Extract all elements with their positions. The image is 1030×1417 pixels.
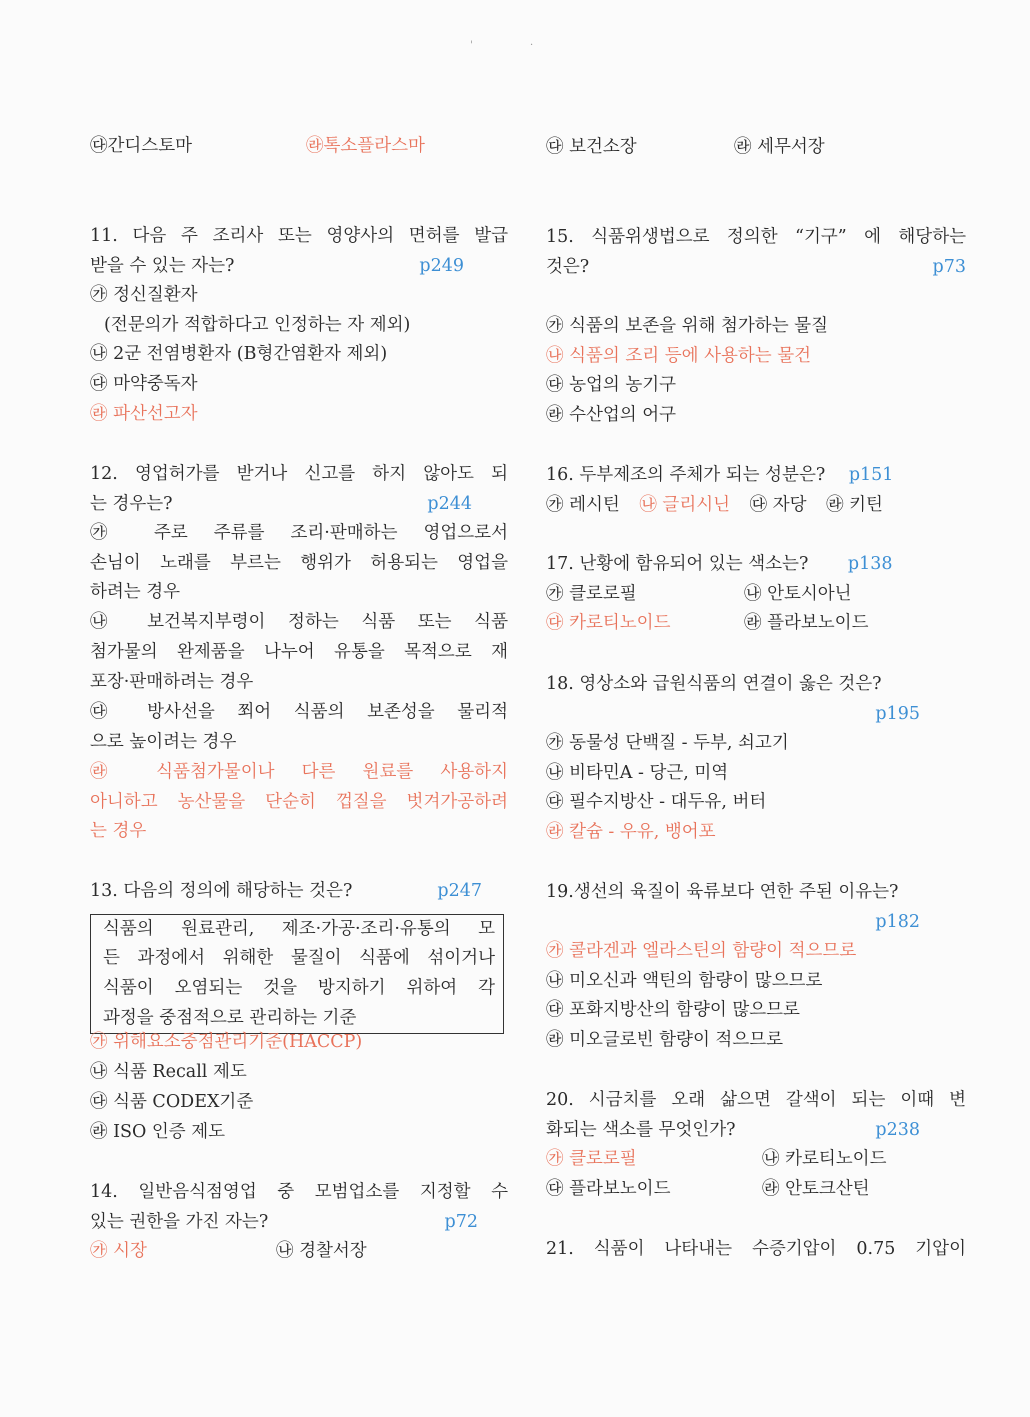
question-14-option-a-answer: ㉮ 시장 bbox=[90, 1241, 147, 1261]
question-20-options-row2 bbox=[546, 1177, 966, 1201]
question-20-text-cont: 화되는 색소를 무엇인가? p238 bbox=[546, 1120, 920, 1140]
page-reference: p247 bbox=[437, 881, 482, 901]
question-11-option-b: ㉯ 2군 전염병환자 (B형간염환자 제외) bbox=[90, 344, 388, 364]
definition-line: 식품이 오염되는 것을 방지하기 위하여 각 bbox=[103, 978, 495, 998]
page-reference: p238 bbox=[875, 1120, 920, 1140]
page-reference: p249 bbox=[419, 256, 464, 276]
question-11-option-a-note: (전문의가 적합하다고 인정하는 자 제외) bbox=[104, 315, 411, 335]
question-18-text: 18. 영상소와 급원식품의 연결이 옳은 것은? bbox=[546, 674, 882, 694]
question-11-text: 11. 다음 주 조리사 또는 영양사의 면허를 발급 bbox=[90, 226, 508, 246]
question-13-option-a-answer: ㉮ 위해요소중점관리기준(HACCP) bbox=[90, 1032, 363, 1052]
question-17-option-b: ㉯ 안토시아닌 bbox=[744, 584, 852, 604]
question-12-text: 12. 영업허가를 받거나 신고를 하지 않아도 되 bbox=[90, 464, 508, 484]
question-20-text: 20. 시금치를 오래 삶으면 갈색이 되는 이때 변 bbox=[546, 1090, 966, 1110]
question-19-option-b: ㉯ 미오신과 액틴의 함량이 많으므로 bbox=[546, 971, 823, 991]
question-13-text: 13. 다음의 정의에 해당하는 것은? p247 bbox=[90, 881, 482, 901]
question-20-option-c: ㉰ 플라보노이드 bbox=[546, 1179, 671, 1199]
question-19-option-d: ㉱ 미오글로빈 함량이 적으므로 bbox=[546, 1030, 784, 1050]
option-c: ㉰ 보건소장 bbox=[546, 137, 637, 157]
page-reference: p244 bbox=[427, 494, 472, 514]
question-15-option-d: ㉱ 수산업의 어구 bbox=[546, 405, 677, 425]
question-19-option-c: ㉰ 포화지방산의 함량이 많으므로 bbox=[546, 1000, 800, 1020]
question-17-option-d: ㉱ 플라보노이드 bbox=[744, 613, 869, 633]
page-reference: p72 bbox=[444, 1212, 478, 1232]
option-d: ㉱ 세무서장 bbox=[734, 137, 825, 157]
question-20-option-d: ㉱ 안토크산틴 bbox=[762, 1179, 870, 1199]
question-17-options-row2 bbox=[546, 611, 966, 635]
definition-line: 든 과정에서 위해한 물질이 식품에 섞이거나 bbox=[103, 948, 495, 968]
question-12-option-b-cont: 첨가물의 완제품을 나누어 유통을 목적으로 재 bbox=[90, 642, 508, 662]
top-left-options bbox=[90, 134, 508, 158]
question-17-option-a: ㉮ 클로로필 bbox=[546, 584, 637, 604]
question-12-option-a: ㉮ 주로 주류를 조리·판매하는 영업으로서 bbox=[90, 523, 508, 543]
question-19-text: 19.생선의 육질이 육류보다 연한 주된 이유는? bbox=[546, 882, 899, 902]
question-11-option-d-answer: ㉱ 파산선고자 bbox=[90, 404, 198, 424]
question-11-option-c: ㉰ 마약중독자 bbox=[90, 374, 198, 394]
question-18-option-a: ㉮ 동물성 단백질 - 두부, 쇠고기 bbox=[546, 733, 789, 753]
question-20-option-b: ㉯ 카로티노이드 bbox=[762, 1149, 887, 1169]
question-12-option-d-answer: ㉱ 식품첨가물이나 다른 원료를 사용하지 bbox=[90, 762, 508, 782]
question-14-text-cont: 있는 권한을 가진 자는? p72 bbox=[90, 1212, 478, 1232]
question-14-option-b: ㉯ 경찰서장 bbox=[276, 1241, 367, 1261]
question-12-option-a-cont: 손님이 노래를 부르는 행위가 허용되는 영업을 bbox=[90, 553, 508, 573]
question-12-option-c: ㉰ 방사선을 쬐어 식품의 보존성을 물리적 bbox=[90, 702, 508, 722]
question-16-option-a: ㉮ 레시틴 bbox=[546, 495, 620, 515]
question-19-option-a-answer: ㉮ 콜라겐과 엘라스틴의 함량이 적으므로 bbox=[546, 941, 857, 961]
question-13-option-d: ㉱ ISO 인증 제도 bbox=[90, 1122, 226, 1142]
question-18-option-b: ㉯ 비타민A - 당근, 미역 bbox=[546, 763, 729, 783]
question-16-option-c: ㉰ 자당 bbox=[749, 495, 807, 515]
page-reference: p73 bbox=[932, 257, 966, 277]
definition-box bbox=[90, 914, 504, 1034]
question-11-option-a: ㉮ 정신질환자 bbox=[90, 285, 198, 305]
question-12-option-a-cont: 하려는 경우 bbox=[90, 582, 181, 602]
question-18-option-c: ㉰ 필수지방산 - 대두유, 버터 bbox=[546, 792, 767, 812]
question-15-text: 15. 식품위생법으로 정의한 “기구” 에 해당하는 bbox=[546, 227, 966, 247]
definition-line: 과정을 중점적으로 관리하는 기준 bbox=[103, 1008, 357, 1028]
scan-speck: · bbox=[530, 40, 534, 51]
definition-line: 식품의 원료관리, 제조·가공·조리·유통의 모 bbox=[103, 919, 495, 939]
question-15-text-cont: 것은? p73 bbox=[546, 257, 966, 277]
question-17-text: 17. 난황에 함유되어 있는 색소는? p138 bbox=[546, 554, 893, 574]
question-14-options bbox=[90, 1239, 508, 1263]
question-12-option-d-answer-cont: 아니하고 농산물을 단순히 껍질을 벗겨가공하려 bbox=[90, 792, 508, 812]
question-12-option-d-answer-cont: 는 경우 bbox=[90, 821, 147, 841]
question-15-option-a: ㉮ 식품의 보존을 위해 첨가하는 물질 bbox=[546, 316, 828, 336]
question-16-option-d: ㉱ 키틴 bbox=[826, 495, 883, 515]
page-reference: p138 bbox=[847, 554, 893, 574]
question-14-text: 14. 일반음식점영업 중 모범업소를 지정할 수 bbox=[90, 1182, 508, 1202]
option-c: ㉰간디스토마 bbox=[90, 136, 193, 156]
scan-speck: ꞌ bbox=[470, 40, 473, 51]
page-reference: p151 bbox=[848, 465, 894, 485]
question-20-option-a-answer: ㉮ 클로로필 bbox=[546, 1149, 637, 1169]
question-15-option-c: ㉰ 농업의 농기구 bbox=[546, 375, 677, 395]
question-18-ref-line bbox=[546, 702, 966, 726]
top-right-options bbox=[546, 135, 966, 159]
question-16-option-b-answer: ㉯ 글리시닌 bbox=[639, 495, 731, 515]
question-16-options bbox=[546, 493, 966, 517]
page-reference: p195 bbox=[875, 704, 920, 724]
question-12-option-c-cont: 으로 높이려는 경우 bbox=[90, 732, 237, 752]
option-d-answer: ㉱톡소플라스마 bbox=[306, 136, 425, 156]
question-12-text-cont: 는 경우는? p244 bbox=[90, 494, 472, 514]
question-17-options-row1 bbox=[546, 582, 966, 606]
question-12-option-b: ㉯ 보건복지부령이 정하는 식품 또는 식품 bbox=[90, 612, 508, 632]
question-13-option-b: ㉯ 식품 Recall 제도 bbox=[90, 1062, 247, 1082]
question-21-text: 21. 식품이 나타내는 수증기압이 0.75 기압이 bbox=[546, 1239, 966, 1259]
question-17-option-c-answer: ㉰ 카로티노이드 bbox=[546, 613, 671, 633]
question-19-ref-line bbox=[546, 910, 966, 934]
question-18-option-d-answer: ㉱ 칼슘 - 우유, 뱅어포 bbox=[546, 822, 716, 842]
question-13-option-c: ㉰ 식품 CODEX기준 bbox=[90, 1092, 254, 1112]
question-12-option-b-cont: 포장·판매하려는 경우 bbox=[90, 672, 254, 692]
question-20-options-row1 bbox=[546, 1147, 966, 1171]
question-11-text-cont: 받을 수 있는 자는? p249 bbox=[90, 256, 464, 276]
question-16-text: 16. 두부제조의 주체가 되는 성분은? p151 bbox=[546, 465, 894, 485]
page-reference: p182 bbox=[875, 912, 920, 932]
question-15-option-b-answer: ㉯ 식품의 조리 등에 사용하는 물건 bbox=[546, 346, 812, 366]
